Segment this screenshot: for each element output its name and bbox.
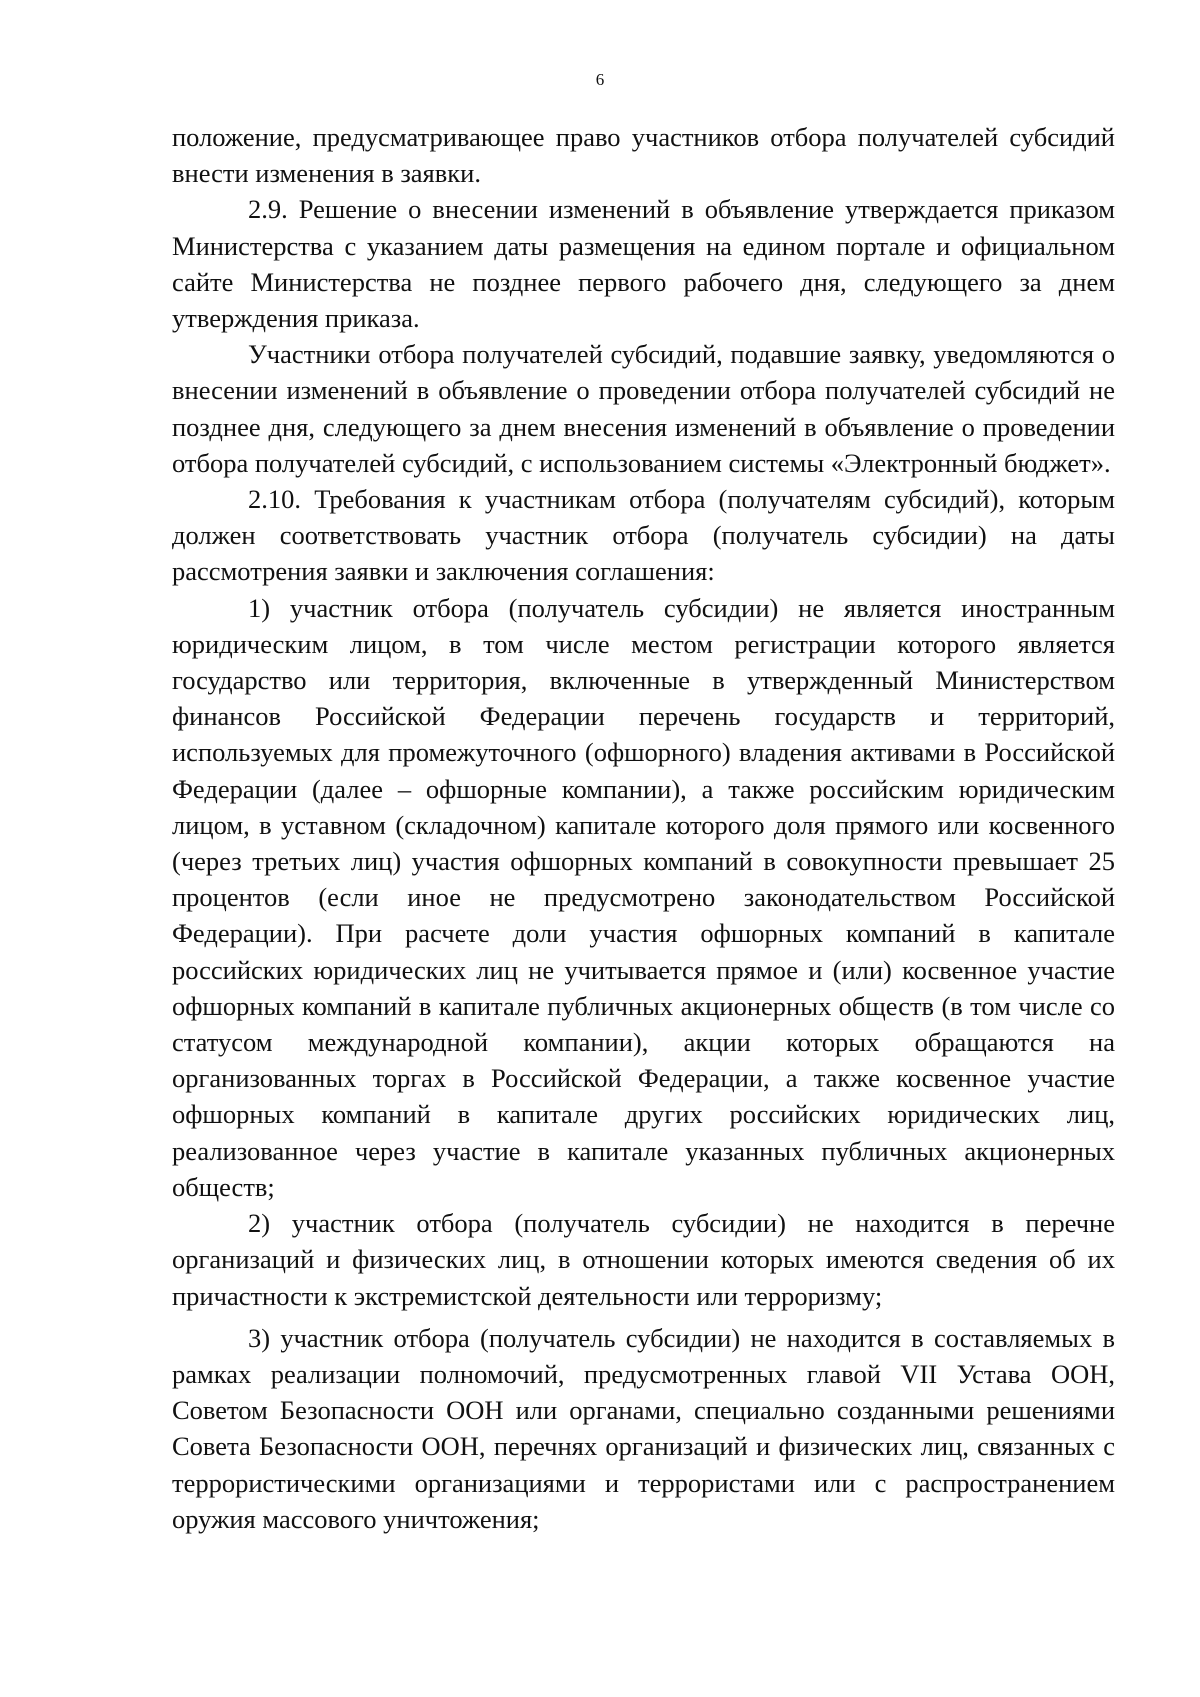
paragraph-continuation: положение, предусматривающее право участников отбора получателей субсидий внести изменения в заявки. [172,122,1115,189]
paragraph-2-10: 2.10. Требования к участникам отбора (получателям субсидий), которым должен соответствовать участник отбора (получатель субсидии) на даты рассмотрения заявки и заключения соглашения: [172,484,1115,587]
list-item-1: 1) участник отбора (получатель субсидии) не является иностранным юридическим лицом, в том числе местом регистрации которого является государство или территория, включенные в утвержденный Министерством финансов Российской Федерации перечень государств и территорий, используемых для промежуточного (офшорного) владения активами в Российской Федерации (далее – офшорные компании), а также российским юридическим лицом, в уставном (складочном) капитале которого доля прямого или косвенного (через третьих лиц) участия офшорных компаний в совокупности превышает 25 процентов (если иное не предусмотрено законодательством Российской Федерации). При расчете доли участия офшорных компаний в капитале российских юридических лиц не учитывается прямое и (или) косвенное участие офшорных компаний в капитале публичных акционерных обществ (в том числе со статусом международной компании), акции которых обращаются на организованных торгах в Российской Федерации, а также косвенное участие офшорных компаний в капитале других российских юридических лиц, реализованное через участие в капитале указанных публичных акционерных обществ; [172,592,1115,1202]
paragraph-participants-notice: Участники отбора получателей субсидий, подавшие заявку, уведомляются о внесении изменений в объявление о проведении отбора получателей субсидий не позднее дня, следующего за днем внесения изменений в объявление о проведении отбора получателей субсидий, с использованием системы «Электронный бюджет». [172,339,1115,478]
list-item-3: 3) участник отбора (получатель субсидии) не находится в составляемых в рамках реализации полномочий, предусмотренных главой VII Устава ООН, Советом Безопасности ООН или органами, специально созданными решениями Совета Безопасности ООН, перечнях организаций и физических лиц, связанных с террористическими организациями и террористами или с распространением оружия массового уничтожения; [172,1322,1115,1534]
page-number: 6 [595,70,605,89]
document-body [172,119,1115,1537]
paragraph-2-9: 2.9. Решение о внесении изменений в объявление утверждается приказом Министерства с указанием даты размещения на едином портале и официальном сайте Министерства не позднее первого рабочего дня, следующего за днем утверждения приказа. [172,194,1115,334]
list-item-2: 2) участник отбора (получатель субсидии) не находится в перечне организаций и физических лиц, в отношении которых имеются сведения об их причастности к экстремистской деятельности или терроризму; [172,1208,1115,1311]
